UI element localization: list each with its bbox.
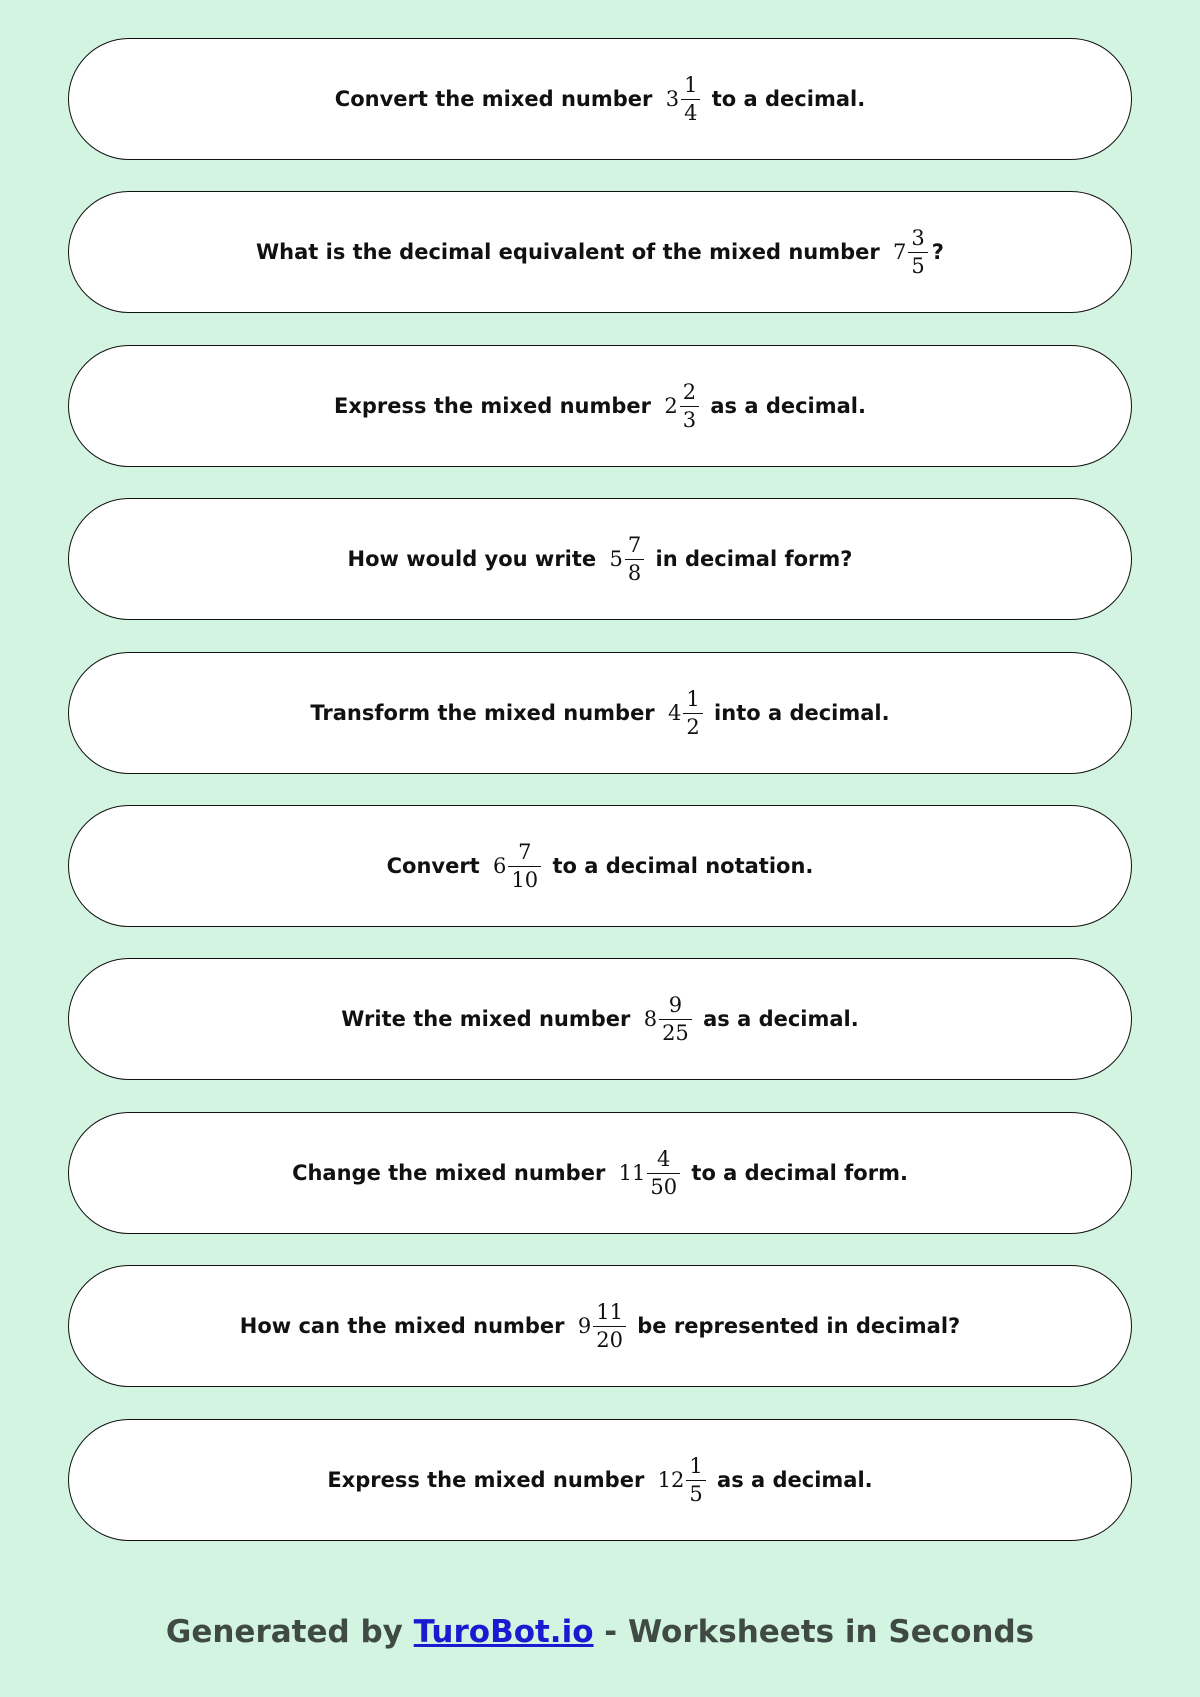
question-text-before: How would you write (347, 547, 604, 571)
question-text (256, 226, 944, 279)
mixed-number-whole: 4 (667, 701, 682, 725)
mixed-number-whole: 2 (664, 394, 678, 418)
fraction-numerator: 2 (682, 379, 697, 404)
mixed-number-whole: 8 (643, 1007, 658, 1031)
footer-prefix: Generated by (165, 1614, 414, 1650)
question-card (68, 191, 1132, 313)
fraction (625, 533, 644, 586)
mixed-number (578, 1300, 626, 1353)
question-text-after: to a decimal. (704, 87, 866, 111)
question-card (68, 1419, 1132, 1541)
footer-credit (0, 1614, 1200, 1650)
question-text (341, 993, 858, 1046)
mixed-number-whole: 12 (657, 1468, 685, 1492)
question-text-before: Convert the mixed number (334, 87, 660, 111)
question-card (68, 1112, 1132, 1234)
fraction-denominator: 50 (647, 1173, 680, 1200)
question-text-before: What is the decimal equivalent of the mixed number (256, 240, 888, 264)
question-text (240, 1300, 960, 1353)
fraction-denominator: 8 (625, 559, 644, 586)
fraction-denominator: 10 (508, 866, 541, 893)
fraction (683, 687, 702, 740)
question-text (334, 380, 866, 433)
mixed-number-whole: 9 (577, 1314, 592, 1338)
question-text-before: Express the mixed number (327, 1468, 652, 1492)
mixed-number-whole: 5 (609, 547, 623, 571)
fraction-denominator: 4 (681, 99, 700, 126)
fraction-denominator: 5 (686, 1480, 705, 1507)
fraction-numerator: 7 (518, 839, 532, 864)
fraction-denominator: 20 (593, 1326, 626, 1353)
question-text-after: as a decimal. (695, 1007, 859, 1031)
mixed-number (664, 380, 699, 433)
fraction-numerator: 4 (657, 1146, 671, 1171)
fraction-numerator: 1 (686, 686, 700, 711)
question-text-before: Write the mixed number (341, 1007, 638, 1031)
fraction-denominator: 5 (908, 252, 927, 279)
mixed-number-whole: 7 (893, 240, 907, 264)
question-text (348, 533, 853, 586)
fraction-numerator: 7 (627, 532, 642, 557)
question-card (68, 652, 1132, 774)
question-text-before: Transform the mixed number (310, 701, 662, 725)
mixed-number (893, 226, 928, 279)
question-card (68, 498, 1132, 620)
mixed-number (668, 687, 703, 740)
question-card (68, 958, 1132, 1080)
fraction (593, 1300, 626, 1353)
fraction-denominator: 2 (683, 713, 702, 740)
mixed-number (644, 993, 692, 1046)
fraction-numerator: 1 (684, 72, 698, 97)
mixed-number (658, 1454, 706, 1507)
question-text-after: be represented in decimal? (629, 1314, 961, 1338)
fraction-numerator: 9 (668, 992, 683, 1017)
fraction-numerator: 11 (596, 1299, 623, 1324)
question-text-after: as a decimal. (709, 1468, 873, 1492)
mixed-number (666, 73, 701, 126)
fraction (647, 1147, 680, 1200)
question-card (68, 1265, 1132, 1387)
question-text-before: Convert (386, 854, 488, 878)
question-text-after: ? (931, 240, 944, 264)
question-text (387, 840, 814, 893)
question-text-before: Change the mixed number (292, 1161, 613, 1185)
fraction (681, 73, 700, 126)
fraction-denominator: 3 (680, 406, 699, 433)
question-text-after: as a decimal. (703, 394, 866, 418)
fraction (686, 1454, 705, 1507)
fraction (908, 226, 927, 279)
fraction-numerator: 3 (911, 225, 925, 250)
mixed-number (619, 1147, 680, 1200)
mixed-number-whole: 3 (665, 87, 680, 111)
fraction (508, 840, 541, 893)
question-card (68, 345, 1132, 467)
question-text-before: Express the mixed number (334, 394, 659, 418)
question-text-after: in decimal form? (648, 547, 853, 571)
question-text (292, 1147, 908, 1200)
fraction-denominator: 25 (659, 1019, 692, 1046)
turobot-link[interactable]: TuroBot.io (413, 1614, 594, 1650)
mixed-number (493, 840, 541, 893)
fraction (680, 380, 699, 433)
footer-suffix: - Worksheets in Seconds (593, 1614, 1035, 1650)
fraction (659, 993, 692, 1046)
question-text (335, 73, 865, 126)
fraction-numerator: 1 (689, 1453, 703, 1478)
question-card (68, 38, 1132, 160)
mixed-number-whole: 11 (618, 1161, 646, 1185)
mixed-number (609, 533, 644, 586)
question-card (68, 805, 1132, 927)
question-text-after: into a decimal. (706, 701, 890, 725)
question-text-before: How can the mixed number (239, 1314, 572, 1338)
question-text (327, 1454, 872, 1507)
mixed-number-whole: 6 (493, 854, 507, 878)
question-text-after: to a decimal form. (684, 1161, 908, 1185)
question-text-after: to a decimal notation. (545, 854, 814, 878)
question-text (310, 687, 889, 740)
